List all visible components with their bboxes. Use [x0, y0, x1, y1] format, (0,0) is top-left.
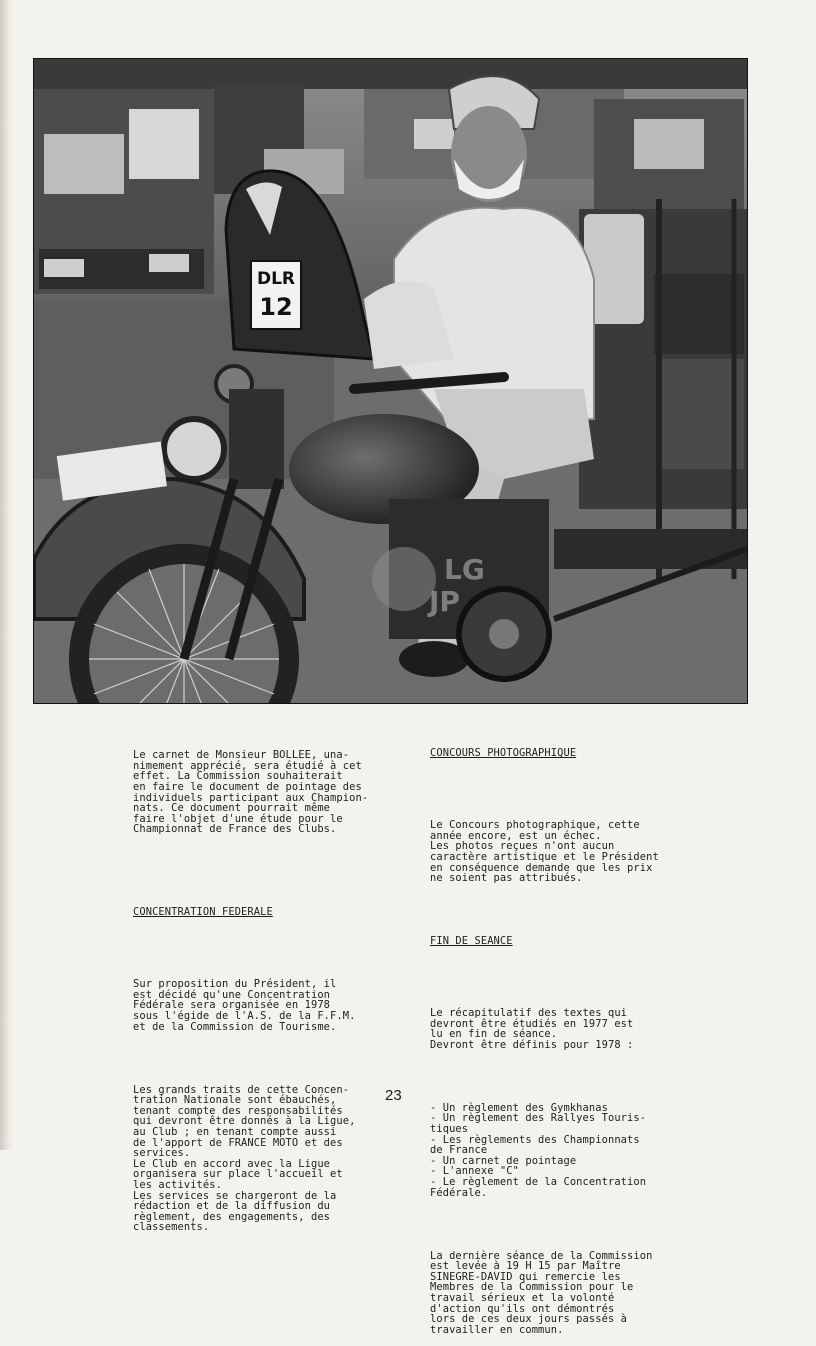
paragraph-derniere-seance: La dernière séance de la Commission est levée à 19 H 15 par Maître SINEGRE-DAVID qui remercie les Membres de la Commission pour le travail sérieux et la volonté d'action qu'ils ont démontrés lors de ces deux jours passés à travailler en commun. [430, 1249, 653, 1336]
heading-fin-de-seance: FIN DE SEANCE [430, 935, 513, 948]
paragraph-concentration-details: Les grands traits de cette Concen- tration Nationale sont ébauchés, tenant compte des responsabilités qui devront être donnés à la Ligue, au Club ; en tenant compte aussi de l'apport de FRANCE MOTO et des services. Le Club en accord avec la Ligue organisera sur place l'accueil et les activités. Les services se chargeront de la rédaction et de la diffusion du règlement, des engagements, des classements. [133, 1083, 356, 1234]
plate-text-line1: DLR [256, 269, 296, 289]
page-number: 23 [385, 1087, 402, 1104]
photo-illustration [34, 59, 747, 703]
paragraph-recapitulatif: Le récapitulatif des textes qui devront être étudiés en 1977 est lu en fin de séance. Devront être définis pour 1978 : [430, 1007, 634, 1051]
heading-concentration-federale: CONCENTRATION FEDERALE [133, 906, 273, 919]
watermark-line2: JP [429, 585, 460, 618]
paragraph-concours: Le Concours photographique, cette année encore, est un échec. Les photos reçues n'ont aucun caractère artistique et le Président en conséquence demande que les prix ne soient pas attribués. [430, 819, 659, 885]
watermark-line1: LG [444, 553, 485, 586]
left-text-column [133, 729, 383, 1244]
paragraph-concentration-proposal: Sur proposition du Président, il est décidé qu'une Concentration Fédérale sera organisée en 1978 sous l'égide de l'A.S. de la F.F.M. et de la Commission de Tourisme. [133, 978, 356, 1033]
photograph-motorcycle-rickshaw [33, 58, 748, 704]
plate-text-line2: 12 [259, 293, 293, 321]
page-edge-shadow [0, 0, 14, 1150]
heading-concours-photographique: CONCOURS PHOTOGRAPHIQUE [430, 747, 577, 760]
paragraph-carnet-bollee: Le carnet de Monsieur BOLLEE, una- nimement apprécié, sera étudié à cet effet. La Commission souhaiterait en faire le document de pointage des individuels participant aux Champion- nats. Ce document pourrait même faire l'objet d'une étude pour le Championnat de France des Clubs. [133, 749, 369, 836]
right-text-column [430, 727, 720, 1346]
list-reglements: - Un règlement des Gymkhanas - Un règlement des Rallyes Touris- tiques - Les règlements des Championnats de France - Un carnet de pointage - L'annexe "C" - Le règlement de la Concentration Fédérale. [430, 1101, 647, 1199]
